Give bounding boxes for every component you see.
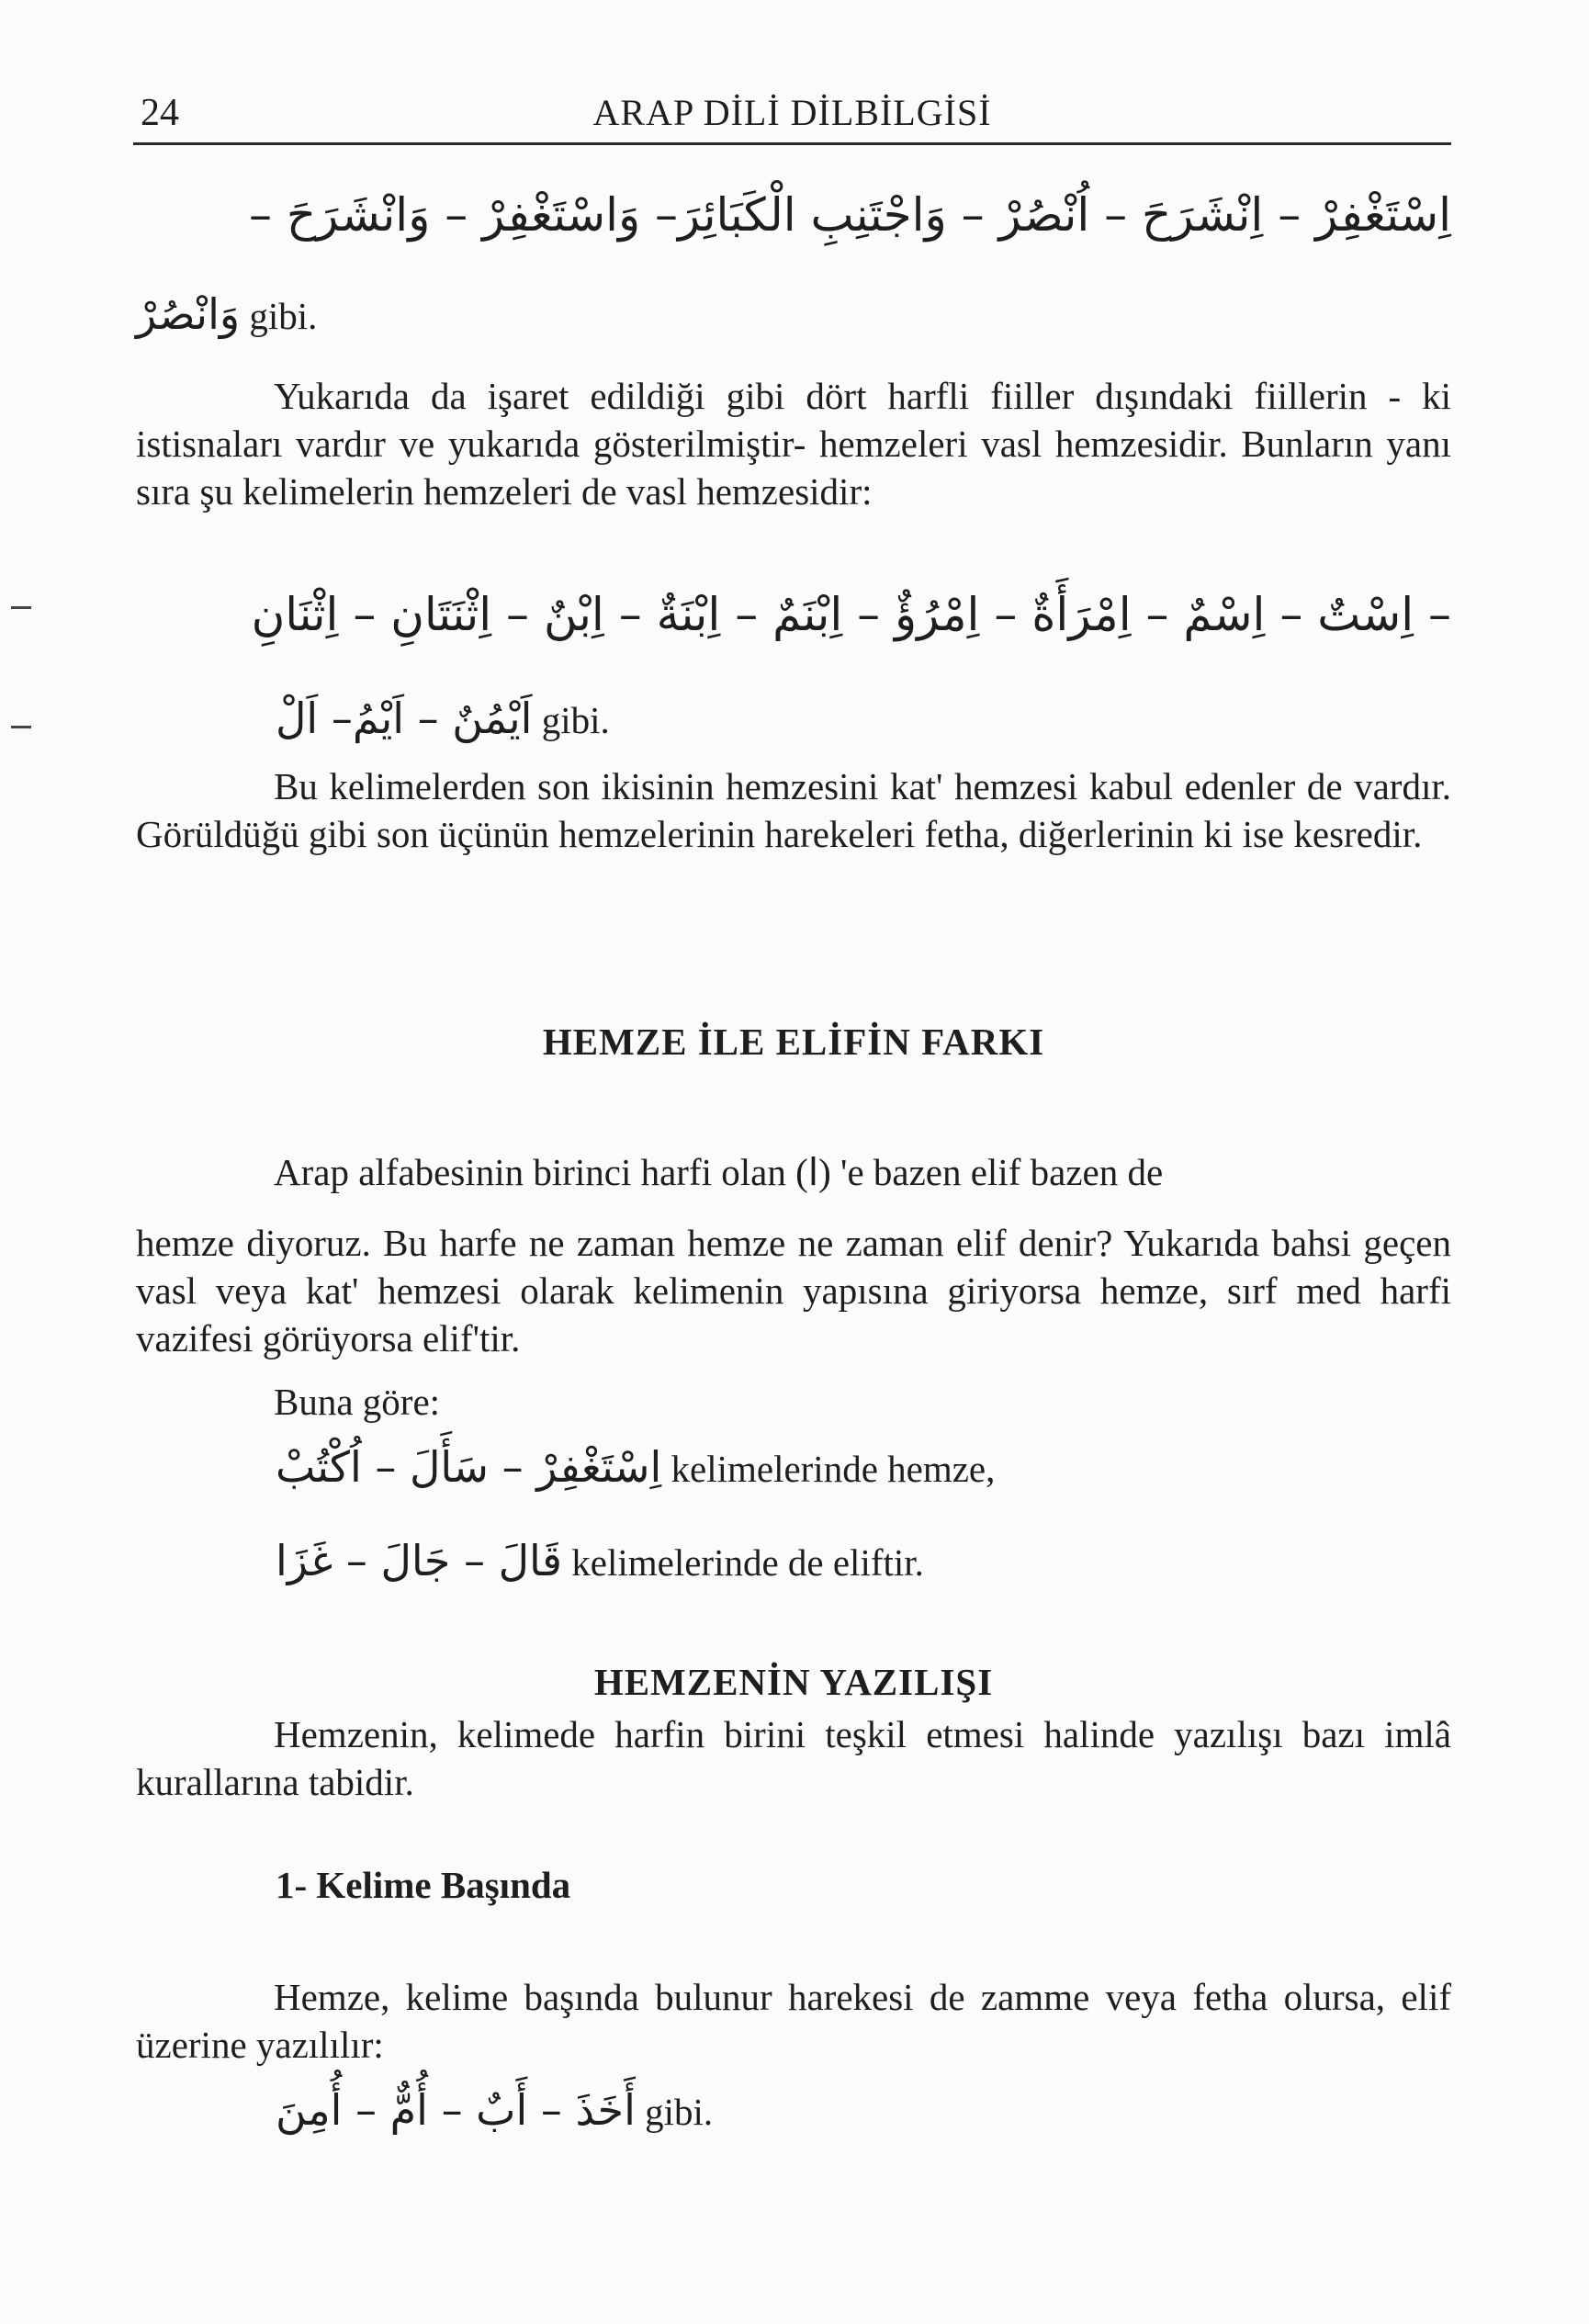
arabic-word: وَانْصُرْ: [136, 289, 241, 339]
paragraph-text: Hemze, kelime başında bulunur harekesi de zamme veya fetha olursa, elif üzerine yazılılır:: [136, 1976, 1451, 2066]
arabic-words: أَخَذَ – أَبٌ – أُمٌّ – أُمِنَ: [276, 2085, 636, 2135]
example-text: kelimelerinde hemze,: [671, 1448, 996, 1490]
arabic-words: اِسْتَغْفِرْ – سَأَلَ – اُكْتُبْ: [276, 1442, 662, 1492]
paragraph-elif-intro: Arap alfabesinin birinci harfi olan (ا) 'e bazen elif bazen de: [274, 1150, 1164, 1194]
example-elif-row: [276, 1536, 924, 1585]
gibi-text: gibi.: [249, 295, 318, 337]
subheading-kelime-basinda: 1- Kelime Başında: [276, 1864, 571, 1906]
gibi-text: gibi.: [645, 2091, 714, 2133]
section-heading-hemzenin-yazilisi: HEMZENİN YAZILIŞI: [593, 1661, 994, 1703]
buna-gore: Buna göre:: [274, 1381, 441, 1423]
paragraph-text: Bu kelimelerden son ikisinin hemzesini kat' hemzesi kabul edenler de vardır. Görüldüğü gibi son üçünün hemzelerinin harekeleri fetha, diğerlerinin ki ise kesredir.: [136, 765, 1451, 855]
paragraph-kat-hemzesi: [136, 762, 1451, 858]
arabic-words: اَيْمُنٌ – اَيْمُ– اَلْ: [276, 694, 533, 743]
example-hemze-row: [276, 1442, 995, 1492]
arabic-words: قَالَ – جَالَ – غَزَا: [276, 1536, 563, 1585]
elif-letter: ا: [807, 1150, 819, 1194]
gibi-text: gibi.: [541, 699, 610, 741]
section-heading-hemze-elif: HEMZE İLE ELİFİN FARKI: [542, 1021, 1045, 1063]
arabic-example-line-2: – اِسْتٌ – اِسْمٌ – اِمْرَأَةٌ – اِمْرُؤٌ – اِبْنَمٌ – اِبْنَةٌ – اِبْنٌ – اِثْنَتَانِ – اِثْنَانِ: [251, 588, 1451, 641]
margin-mark: [11, 726, 31, 728]
paragraph-vasl-hemzesi: [136, 372, 1451, 515]
example-line-2: [136, 289, 317, 339]
margin-mark: [11, 606, 31, 609]
page-header: [133, 87, 1451, 145]
example-text: kelimelerinde de eliftir.: [571, 1541, 924, 1584]
paragraph-text: Yukarıda da işaret edildiği gibi dört harfli fiiller dışındaki fiillerin - ki istisnaları vardır ve yukarıda gösterilmiştir- hemzeleri vasl hemzesidir. Bunların yanı sıra şu kelimelerin hemzeleri de vasl hemzesidir:: [136, 375, 1451, 513]
arabic-example-line-1: اِسْتَغْفِرْ – اِنْشَرَحَ – اُنْصُرْ – وَاجْتَنِبِ الْكَبَائِرَ– وَاسْتَغْفِرْ – وَانْشَرَحَ –: [249, 188, 1451, 242]
example-kelime-basi-row: [276, 2085, 713, 2135]
example-line-4: [276, 694, 610, 743]
paragraph-elif-body: hemze diyoruz. Bu harfe ne zaman hemze ne zaman elif denir? Yukarıda bahsi geçen vasl veya kat' hemzesi olarak kelimenin yapısına giriyorsa hemze, sırf med harfi vazifesi görüyorsa elif'tir.: [136, 1222, 1451, 1359]
paragraph-kelime-basinda: [136, 1973, 1451, 2069]
paragraph-yazilis: [136, 1710, 1451, 1806]
running-head: ARAP DİLİ DİLBİLGİSİ: [592, 92, 992, 133]
paragraph-text: Hemzenin, kelimede harfin birini teşkil etmesi halinde yazılışı bazı imlâ kurallarına tabidir.: [136, 1713, 1451, 1803]
page-number: 24: [141, 92, 179, 134]
